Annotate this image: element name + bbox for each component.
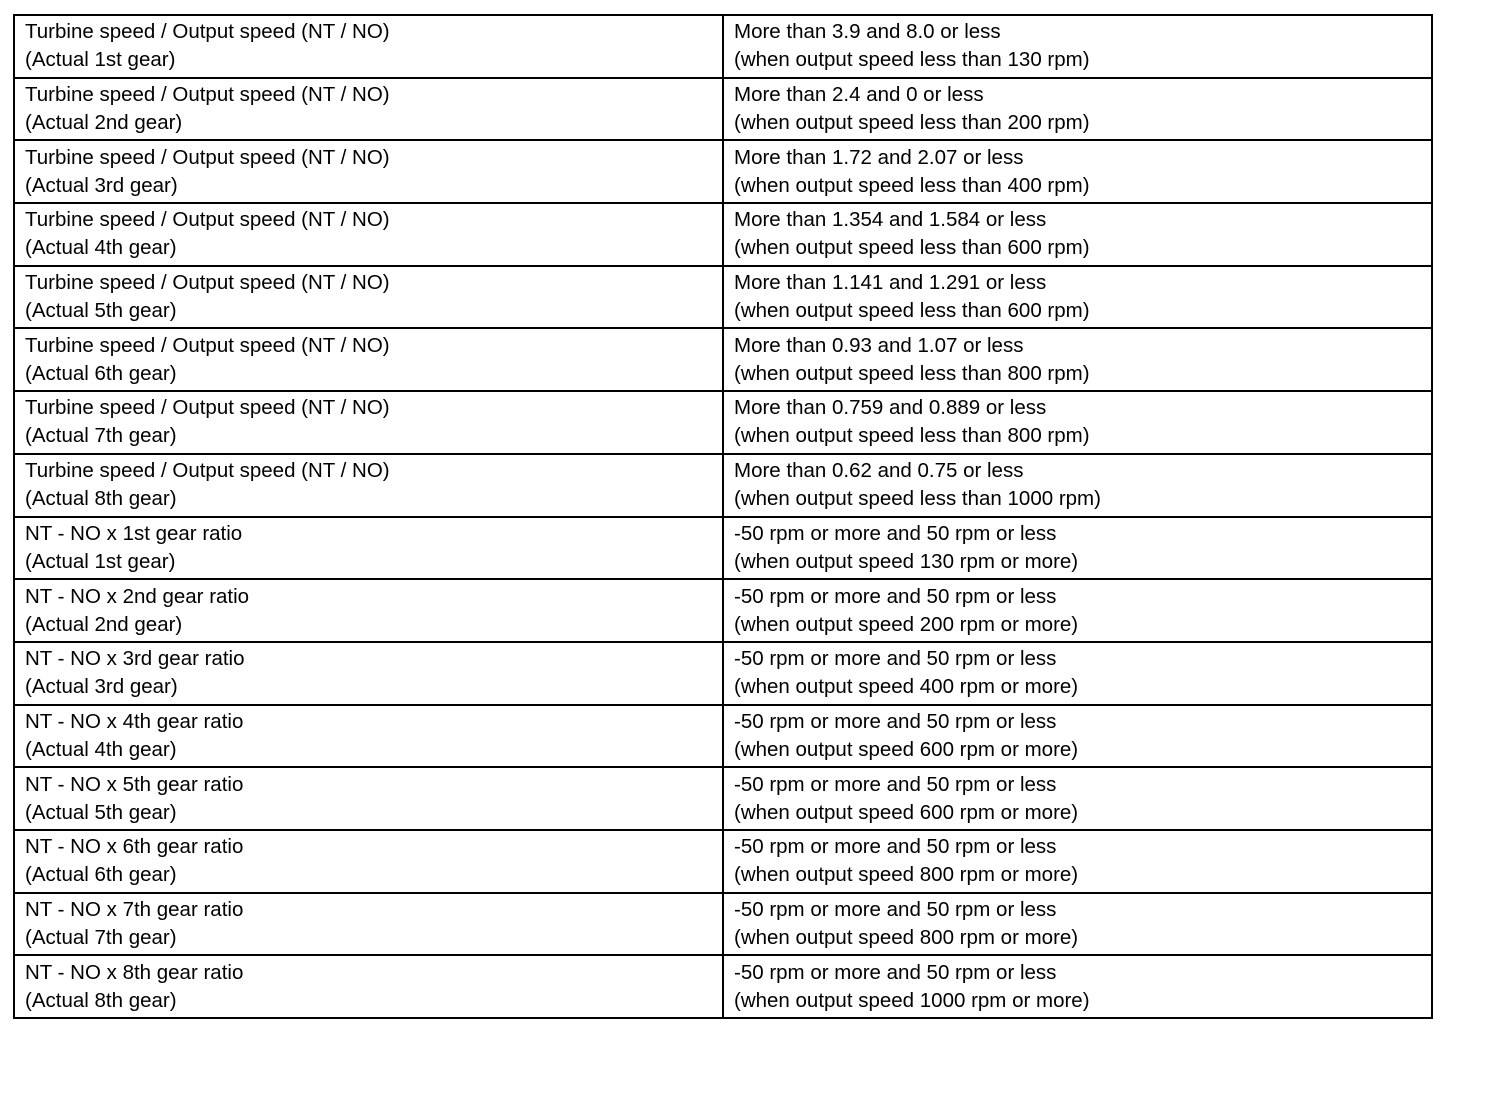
table-row [14,517,1432,580]
item-line-2: (Actual 6th gear) [25,863,177,887]
condition-line-2: (when output speed 1000 rpm or more) [734,988,1090,1012]
gear-ratio-table [13,14,1433,1019]
item-cell [14,893,723,956]
condition-cell [723,830,1432,893]
condition-line-1: -50 rpm or more and 50 rpm or less [734,521,1057,545]
item-cell [14,642,723,705]
item-line-1: NT - NO x 3rd gear ratio [25,647,245,671]
item-cell [14,705,723,768]
item-cell [14,328,723,391]
condition-line-2: (when output speed less than 400 rpm) [734,173,1090,197]
item-line-1: NT - NO x 8th gear ratio [25,960,244,984]
condition-line-1: More than 0.93 and 1.07 or less [734,333,1024,357]
item-line-2: (Actual 8th gear) [25,487,177,511]
condition-line-2: (when output speed 800 rpm or more) [734,863,1079,887]
table-row [14,454,1432,517]
condition-cell [723,705,1432,768]
condition-line-1: More than 1.141 and 1.291 or less [734,271,1047,295]
item-cell [14,830,723,893]
item-line-1: NT - NO x 6th gear ratio [25,835,244,859]
item-line-1: NT - NO x 2nd gear ratio [25,584,250,608]
item-line-2: (Actual 4th gear) [25,236,177,260]
condition-cell [723,767,1432,830]
item-line-2: (Actual 6th gear) [25,361,177,385]
item-line-1: Turbine speed / Output speed (NT / NO) [25,333,390,357]
condition-line-2: (when output speed less than 800 rpm) [734,424,1090,448]
condition-line-2: (when output speed 130 rpm or more) [734,549,1079,573]
item-line-2: (Actual 2nd gear) [25,111,183,135]
condition-line-2: (when output speed less than 1000 rpm) [734,487,1101,511]
table-row [14,328,1432,391]
item-line-1: NT - NO x 5th gear ratio [25,772,244,796]
condition-cell [723,579,1432,642]
condition-line-1: More than 1.354 and 1.584 or less [734,208,1047,232]
condition-line-1: -50 rpm or more and 50 rpm or less [734,835,1057,859]
item-cell [14,203,723,266]
table-row [14,893,1432,956]
condition-cell [723,15,1432,78]
table-row [14,767,1432,830]
condition-line-2: (when output speed less than 800 rpm) [734,361,1090,385]
item-cell [14,78,723,141]
item-line-1: Turbine speed / Output speed (NT / NO) [25,145,390,169]
table-row [14,203,1432,266]
item-cell [14,140,723,203]
table-row [14,955,1432,1018]
item-line-1: Turbine speed / Output speed (NT / NO) [25,396,390,420]
item-line-2: (Actual 7th gear) [25,925,177,949]
item-line-2: (Actual 7th gear) [25,424,177,448]
item-line-2: (Actual 3rd gear) [25,675,178,699]
condition-line-1: -50 rpm or more and 50 rpm or less [734,709,1057,733]
condition-line-1: -50 rpm or more and 50 rpm or less [734,647,1057,671]
condition-line-1: More than 3.9 and 8.0 or less [734,20,1001,44]
item-line-2: (Actual 1st gear) [25,549,176,573]
table-row [14,642,1432,705]
condition-line-1: More than 2.4 and 0 or less [734,83,984,107]
item-line-2: (Actual 8th gear) [25,988,177,1012]
item-line-1: Turbine speed / Output speed (NT / NO) [25,208,390,232]
condition-line-2: (when output speed 600 rpm or more) [734,800,1079,824]
condition-cell [723,78,1432,141]
table-body [14,15,1432,1018]
item-line-2: (Actual 2nd gear) [25,612,183,636]
item-line-1: Turbine speed / Output speed (NT / NO) [25,20,390,44]
condition-cell [723,140,1432,203]
item-line-1: NT - NO x 7th gear ratio [25,897,244,921]
item-cell [14,15,723,78]
condition-line-2: (when output speed less than 600 rpm) [734,299,1090,323]
item-line-2: (Actual 4th gear) [25,737,177,761]
table-row [14,266,1432,329]
table-row [14,140,1432,203]
item-line-1: Turbine speed / Output speed (NT / NO) [25,83,390,107]
item-line-2: (Actual 3rd gear) [25,173,178,197]
item-line-2: (Actual 1st gear) [25,48,176,72]
condition-cell [723,517,1432,580]
condition-line-1: More than 0.62 and 0.75 or less [734,459,1024,483]
table-row [14,391,1432,454]
condition-line-1: -50 rpm or more and 50 rpm or less [734,772,1057,796]
condition-cell [723,203,1432,266]
condition-line-2: (when output speed 600 rpm or more) [734,737,1079,761]
item-line-1: Turbine speed / Output speed (NT / NO) [25,271,390,295]
item-line-1: NT - NO x 4th gear ratio [25,709,244,733]
condition-line-1: More than 0.759 and 0.889 or less [734,396,1047,420]
condition-line-1: -50 rpm or more and 50 rpm or less [734,960,1057,984]
item-cell [14,767,723,830]
item-cell [14,955,723,1018]
item-line-1: Turbine speed / Output speed (NT / NO) [25,459,390,483]
condition-cell [723,893,1432,956]
condition-cell [723,266,1432,329]
condition-line-2: (when output speed 200 rpm or more) [734,612,1079,636]
condition-line-2: (when output speed 800 rpm or more) [734,925,1079,949]
condition-line-1: -50 rpm or more and 50 rpm or less [734,897,1057,921]
item-line-2: (Actual 5th gear) [25,800,177,824]
condition-cell [723,454,1432,517]
item-cell [14,517,723,580]
table-row [14,78,1432,141]
item-cell [14,391,723,454]
item-line-1: NT - NO x 1st gear ratio [25,521,243,545]
condition-line-2: (when output speed 400 rpm or more) [734,675,1079,699]
item-cell [14,266,723,329]
condition-line-2: (when output speed less than 200 rpm) [734,111,1090,135]
condition-line-2: (when output speed less than 600 rpm) [734,236,1090,260]
table-row [14,579,1432,642]
table-row [14,15,1432,78]
item-cell [14,454,723,517]
condition-cell [723,328,1432,391]
condition-line-2: (when output speed less than 130 rpm) [734,48,1090,72]
condition-cell [723,955,1432,1018]
condition-cell [723,642,1432,705]
condition-cell [723,391,1432,454]
table-row [14,830,1432,893]
condition-line-1: -50 rpm or more and 50 rpm or less [734,584,1057,608]
condition-line-1: More than 1.72 and 2.07 or less [734,145,1024,169]
item-line-2: (Actual 5th gear) [25,299,177,323]
table-row [14,705,1432,768]
item-cell [14,579,723,642]
